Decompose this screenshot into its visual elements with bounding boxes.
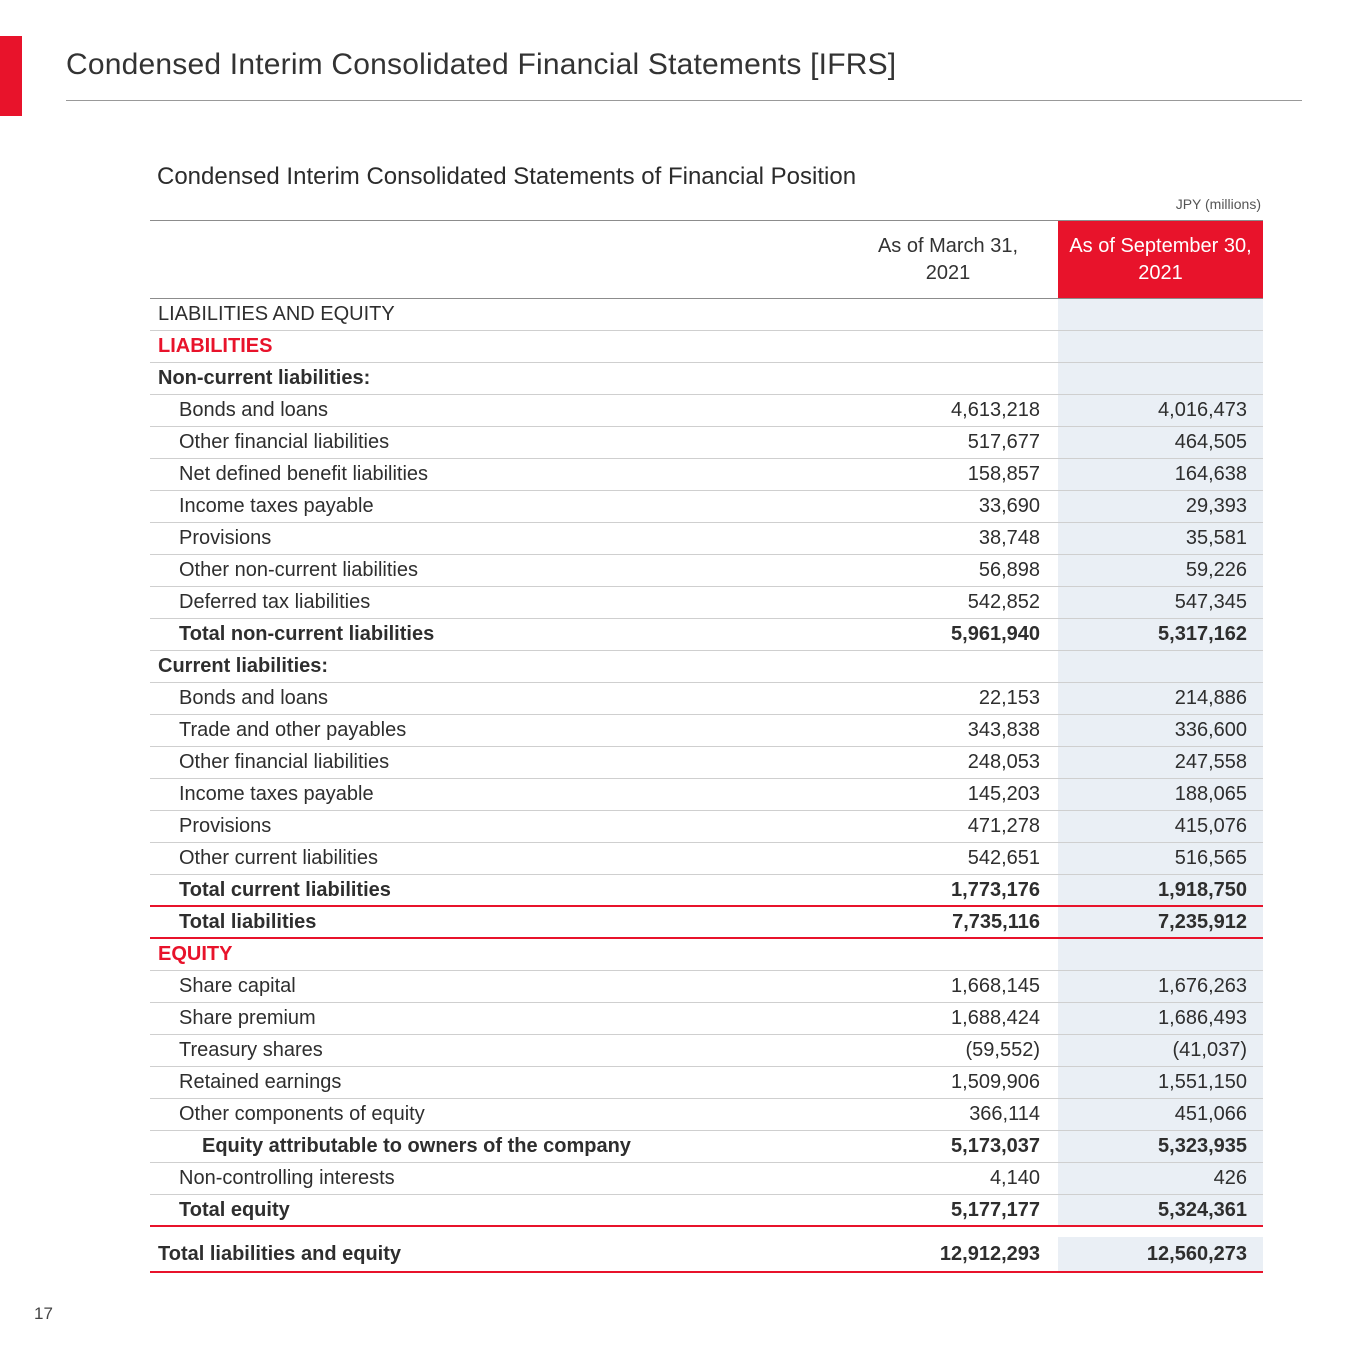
header-september-2021 xyxy=(1058,221,1263,298)
row-label: Current liabilities: xyxy=(158,655,329,677)
header-march-2021 xyxy=(838,221,1058,298)
row-value-march: 5,173,037 xyxy=(951,1135,1040,1157)
row-label: Total non-current liabilities xyxy=(179,623,435,645)
row-value-september: 1,551,150 xyxy=(1058,1067,1263,1098)
row-value-september: 1,686,493 xyxy=(1058,1003,1263,1034)
table-row xyxy=(150,779,1263,811)
row-value-september: 12,560,273 xyxy=(1058,1237,1263,1271)
table-row xyxy=(150,1067,1263,1099)
table-row xyxy=(150,1163,1263,1195)
row-value-march: 542,651 xyxy=(967,847,1040,869)
row-value-march: 343,838 xyxy=(967,719,1040,741)
table-row xyxy=(150,363,1263,395)
row-value-september: 415,076 xyxy=(1058,811,1263,842)
row-value-september xyxy=(1058,363,1263,394)
row-label: Income taxes payable xyxy=(179,495,374,517)
row-label: EQUITY xyxy=(158,943,233,965)
header-september-line1: As of September 30, xyxy=(1069,234,1252,257)
table-header-row xyxy=(150,221,1263,299)
row-label: Provisions xyxy=(179,527,272,549)
row-label: Retained earnings xyxy=(179,1071,342,1093)
row-value-march: 1,509,906 xyxy=(951,1071,1040,1093)
row-value-march: 22,153 xyxy=(978,687,1040,709)
table-row xyxy=(150,427,1263,459)
header-september-line2: 2021 xyxy=(1138,261,1183,284)
row-label: Income taxes payable xyxy=(179,783,374,805)
accent-bar xyxy=(0,36,22,116)
row-value-september xyxy=(1058,939,1263,970)
table-row xyxy=(150,299,1263,331)
row-value-september: 4,016,473 xyxy=(1058,395,1263,426)
row-gap xyxy=(150,1227,1263,1237)
row-value-september: 464,505 xyxy=(1058,427,1263,458)
row-value-september: 5,323,935 xyxy=(1058,1131,1263,1162)
table-row xyxy=(150,683,1263,715)
table-row xyxy=(150,843,1263,875)
table-row xyxy=(150,459,1263,491)
header-label-cell xyxy=(150,221,838,298)
table-row xyxy=(150,1195,1263,1227)
table-row xyxy=(150,491,1263,523)
row-value-march: 145,203 xyxy=(967,783,1040,805)
row-label: Treasury shares xyxy=(179,1039,323,1061)
table-row xyxy=(150,811,1263,843)
row-value-march: 56,898 xyxy=(978,559,1040,581)
row-label: Total liabilities xyxy=(179,910,317,933)
row-value-march: 4,140 xyxy=(989,1167,1040,1189)
row-value-september: 247,558 xyxy=(1058,747,1263,778)
table-row xyxy=(150,939,1263,971)
row-value-march: 517,677 xyxy=(967,431,1040,453)
row-label: Other non-current liabilities xyxy=(179,559,418,581)
row-value-september xyxy=(1058,331,1263,362)
row-label: Other current liabilities xyxy=(179,847,378,869)
financial-position-table xyxy=(150,196,1263,1273)
row-value-september: 7,235,912 xyxy=(1058,907,1263,937)
row-value-march: 366,114 xyxy=(969,1103,1040,1125)
table-row xyxy=(150,715,1263,747)
row-label: Provisions xyxy=(179,815,272,837)
row-value-march: 33,690 xyxy=(978,495,1040,517)
row-value-march: 542,852 xyxy=(967,591,1040,613)
table-row xyxy=(150,523,1263,555)
row-value-september: 214,886 xyxy=(1058,683,1263,714)
unit-note: JPY (millions) xyxy=(1175,196,1261,212)
row-value-march: 158,857 xyxy=(967,463,1040,485)
row-value-september: 516,565 xyxy=(1058,843,1263,874)
row-label: Trade and other payables xyxy=(179,719,407,741)
row-value-march: 38,748 xyxy=(978,527,1040,549)
row-label: Total liabilities and equity xyxy=(158,1242,401,1265)
row-label: Share premium xyxy=(179,1007,316,1029)
row-value-september: 1,918,750 xyxy=(1058,875,1263,905)
table-row xyxy=(150,651,1263,683)
table-row xyxy=(150,1237,1263,1273)
row-label: Non-current liabilities: xyxy=(158,367,371,389)
table-row xyxy=(150,1035,1263,1067)
row-value-march: 1,688,424 xyxy=(951,1007,1040,1029)
row-label: Other components of equity xyxy=(179,1103,425,1125)
row-value-september: 5,317,162 xyxy=(1058,619,1263,650)
row-value-march xyxy=(838,331,1058,362)
row-label: LIABILITIES AND EQUITY xyxy=(158,303,395,325)
row-value-march: 471,278 xyxy=(967,815,1040,837)
row-value-march xyxy=(838,939,1058,970)
header-march-line2: 2021 xyxy=(925,261,971,284)
row-label: Bonds and loans xyxy=(179,399,329,421)
row-value-september: 547,345 xyxy=(1058,587,1263,618)
row-value-september: 35,581 xyxy=(1058,523,1263,554)
table-row xyxy=(150,971,1263,1003)
row-value-september xyxy=(1058,299,1263,330)
row-label: LIABILITIES xyxy=(158,335,273,357)
row-value-september: 451,066 xyxy=(1058,1099,1263,1130)
table-row xyxy=(150,395,1263,427)
table-row xyxy=(150,555,1263,587)
row-value-september: 1,676,263 xyxy=(1058,971,1263,1002)
row-value-march xyxy=(838,363,1058,394)
table-row xyxy=(150,587,1263,619)
row-label: Non-controlling interests xyxy=(179,1167,395,1189)
page-header xyxy=(66,48,1302,101)
row-label: Equity attributable to owners of the company xyxy=(202,1135,631,1157)
row-label: Bonds and loans xyxy=(179,687,329,709)
page-title: Condensed Interim Consolidated Financial Statements [IFRS] xyxy=(66,48,897,81)
table-row xyxy=(150,331,1263,363)
table-row xyxy=(150,907,1263,939)
table-row xyxy=(150,1099,1263,1131)
row-value-september xyxy=(1058,651,1263,682)
row-value-march xyxy=(838,651,1058,682)
table-row xyxy=(150,1131,1263,1163)
row-value-september: 164,638 xyxy=(1058,459,1263,490)
row-value-september: (41,037) xyxy=(1058,1035,1263,1066)
row-value-march xyxy=(838,299,1058,330)
table-row xyxy=(150,619,1263,651)
row-label: Share capital xyxy=(179,975,296,997)
row-value-march: 1,773,176 xyxy=(951,878,1040,901)
row-value-september: 336,600 xyxy=(1058,715,1263,746)
row-value-september: 5,324,361 xyxy=(1058,1195,1263,1225)
table xyxy=(150,220,1263,1273)
row-value-march: 5,961,940 xyxy=(951,623,1040,645)
row-label: Net defined benefit liabilities xyxy=(179,463,429,485)
row-value-september: 59,226 xyxy=(1058,555,1263,586)
row-value-march: (59,552) xyxy=(965,1039,1040,1061)
row-label: Deferred tax liabilities xyxy=(179,591,371,613)
row-label: Other financial liabilities xyxy=(179,431,390,453)
row-value-september: 29,393 xyxy=(1058,491,1263,522)
table-row xyxy=(150,875,1263,907)
row-value-march: 7,735,116 xyxy=(952,910,1040,933)
row-label: Total current liabilities xyxy=(179,878,391,901)
row-label: Total equity xyxy=(179,1198,290,1221)
table-body xyxy=(150,299,1263,1273)
page-number: 17 xyxy=(34,1304,53,1323)
table-row xyxy=(150,1003,1263,1035)
row-label: Other financial liabilities xyxy=(179,751,390,773)
table-row xyxy=(150,747,1263,779)
header-march-line1: As of March 31, xyxy=(877,234,1019,257)
statement-title: Condensed Interim Consolidated Statements of Financial Position xyxy=(157,163,857,190)
row-value-march: 248,053 xyxy=(967,751,1040,773)
row-value-march: 4,613,218 xyxy=(951,399,1040,421)
row-value-march: 12,912,293 xyxy=(939,1242,1040,1265)
row-value-september: 426 xyxy=(1058,1163,1263,1194)
row-value-march: 5,177,177 xyxy=(951,1198,1040,1221)
row-value-september: 188,065 xyxy=(1058,779,1263,810)
row-value-march: 1,668,145 xyxy=(951,975,1040,997)
